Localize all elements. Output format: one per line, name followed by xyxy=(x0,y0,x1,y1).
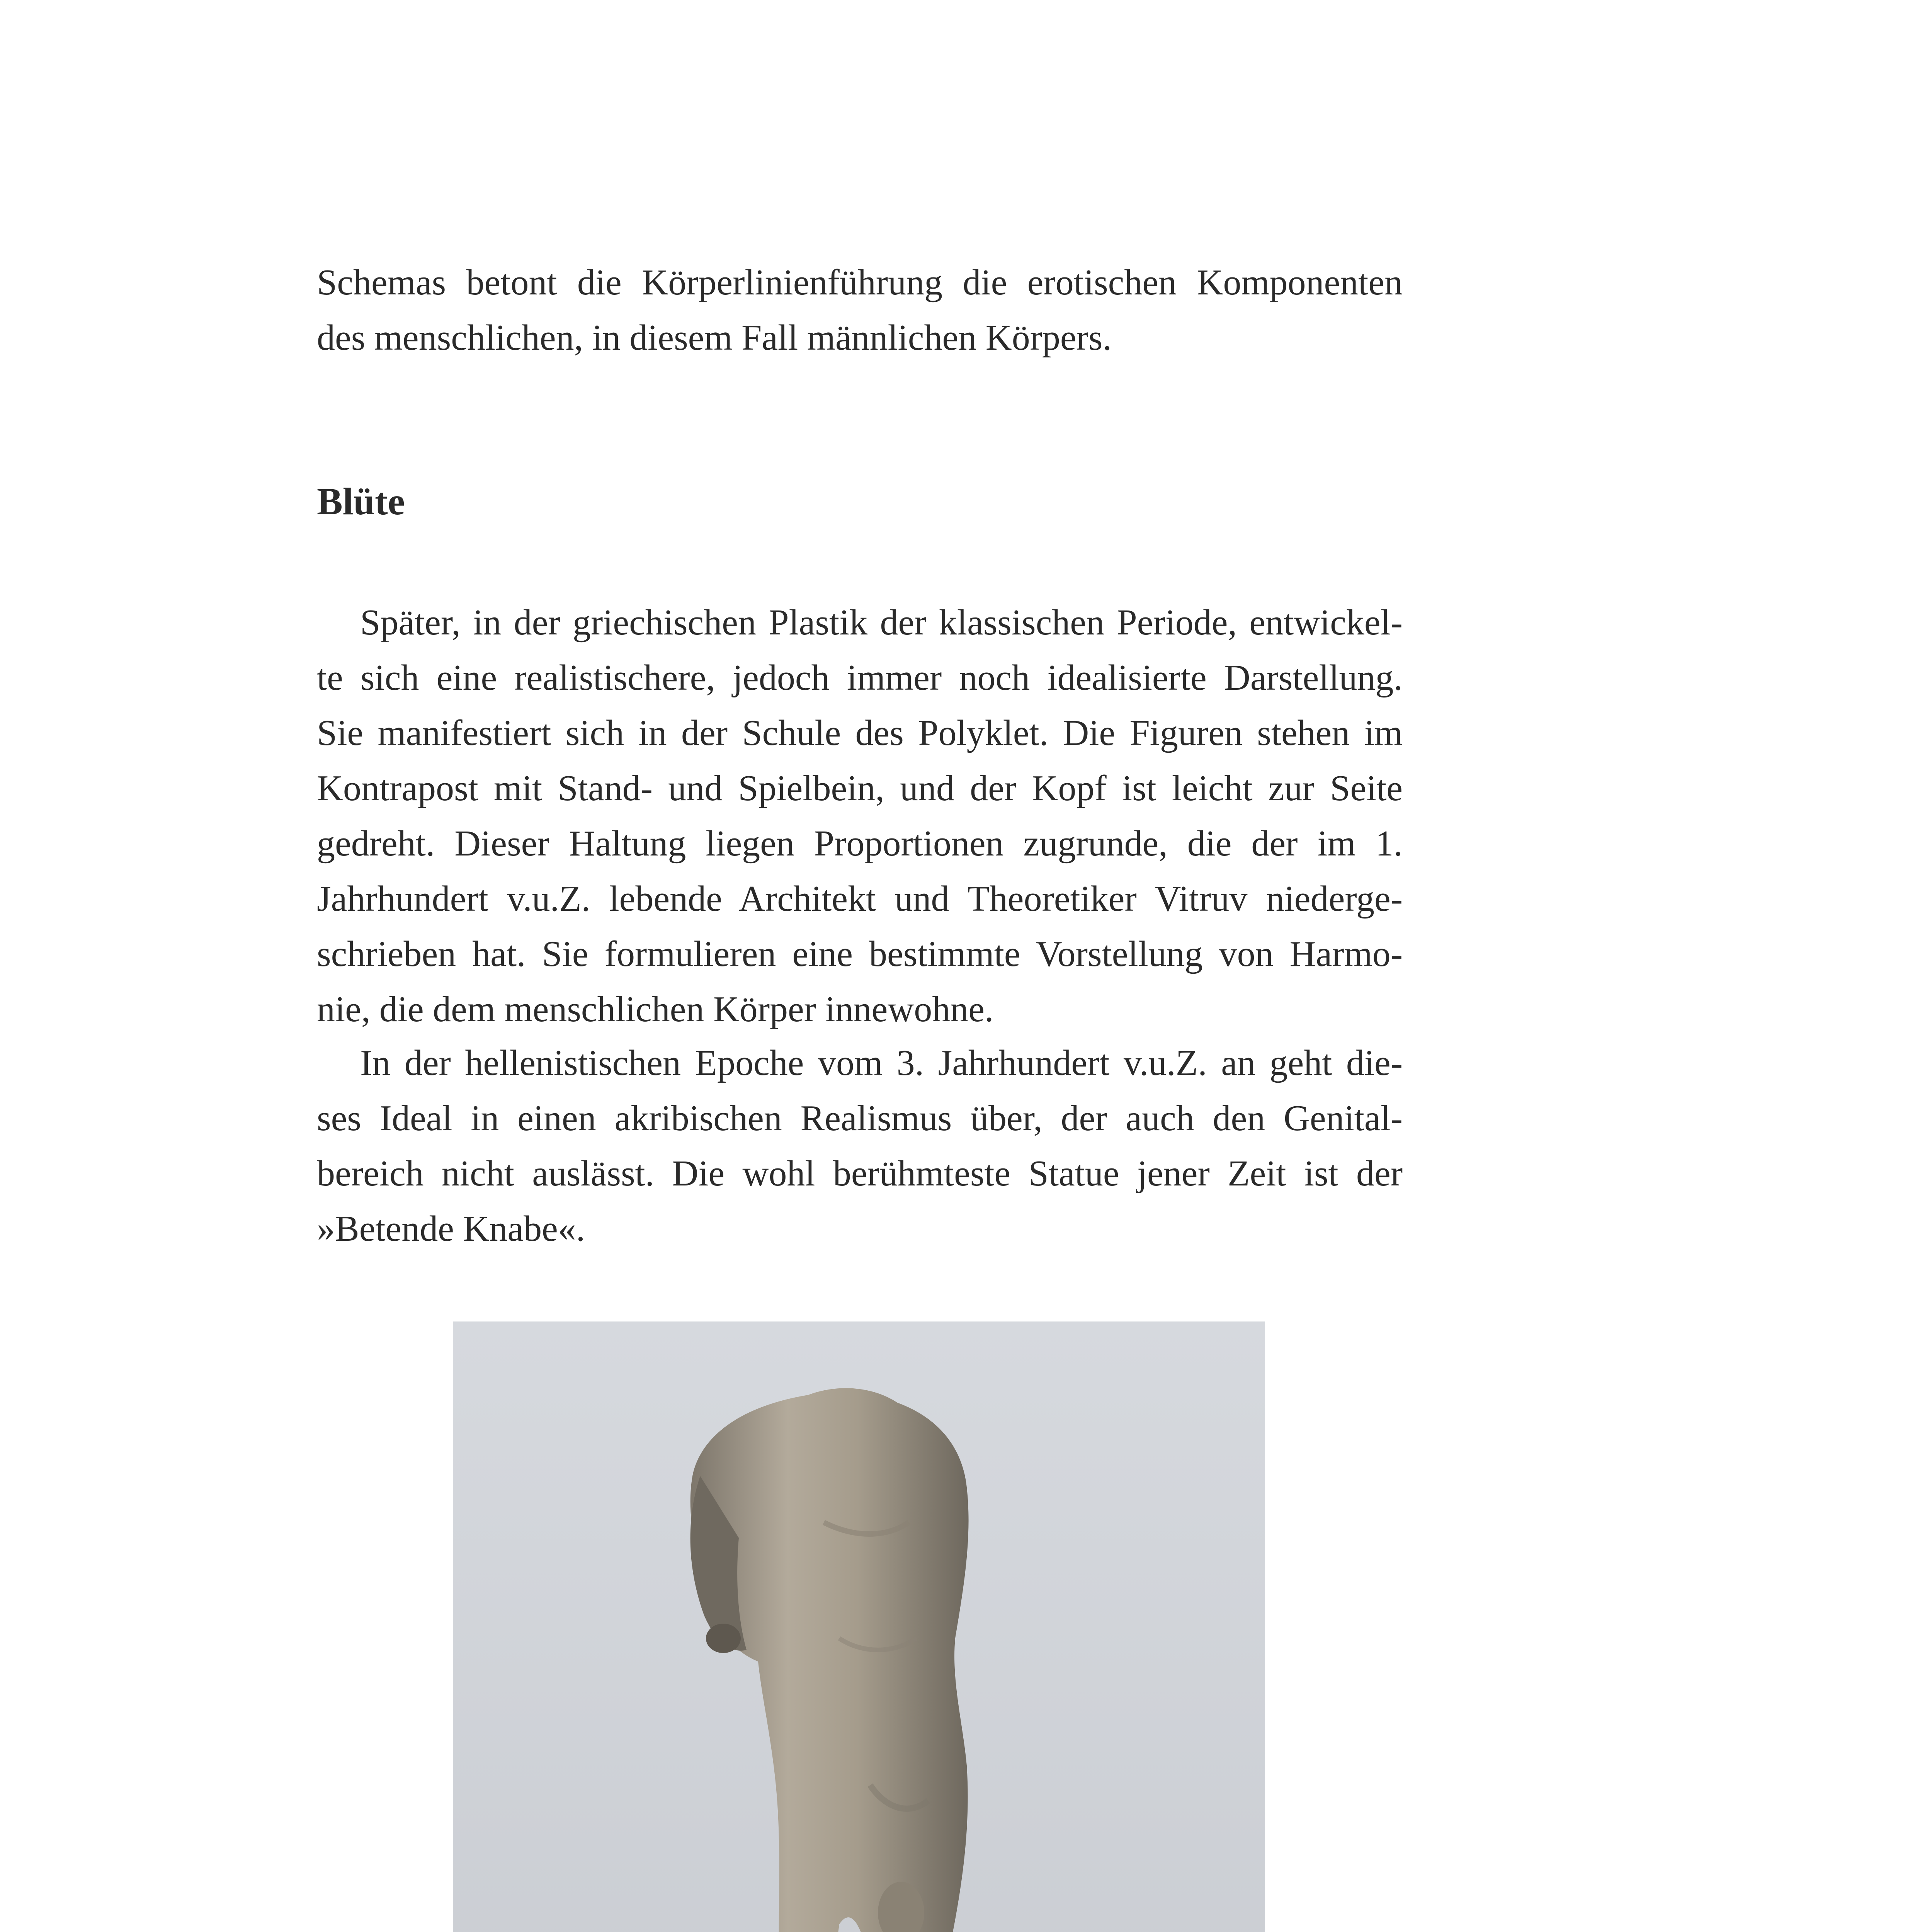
text-line: »Betende Knabe«. xyxy=(317,1209,585,1249)
torso-sculpture-illustration xyxy=(453,1321,1265,1932)
text-line: Jahrhundert v.u.Z. lebende Architekt und Theoretiker Vitruv niederge- xyxy=(317,879,1403,919)
torso-photo xyxy=(453,1321,1265,1932)
section-heading: Blüte xyxy=(317,480,405,523)
text-line: Kontrapost mit Stand- und Spielbein, und der Kopf ist leicht zur Seite xyxy=(317,768,1403,808)
intro-text xyxy=(317,255,1403,366)
paragraph-2 xyxy=(317,1036,1403,1257)
paragraph-1 xyxy=(317,595,1403,1037)
text-line: In der hellenistischen Epoche vom 3. Jahrhundert v.u.Z. an geht die- xyxy=(360,1043,1403,1083)
text-line: Später, in der griechischen Plastik der klassischen Periode, entwickel- xyxy=(360,602,1403,643)
text-line: nie, die dem menschlichen Körper innewohne. xyxy=(317,989,994,1029)
text-line: te sich eine realistischere, jedoch immer noch idealisierte Darstellung. xyxy=(317,658,1403,698)
text-line: schrieben hat. Sie formulieren eine bestimmte Vorstellung von Harmo- xyxy=(317,934,1403,974)
text-line: Sie manifestiert sich in der Schule des Polyklet. Die Figuren stehen im xyxy=(317,713,1403,753)
text-line: ses Ideal in einen akribischen Realismus über, der auch den Genital- xyxy=(317,1098,1403,1138)
text-line: gedreht. Dieser Haltung liegen Proportionen zugrunde, die der im 1. xyxy=(317,823,1403,864)
text-line: Schemas betont die Körperlinienführung die erotischen Komponenten xyxy=(317,262,1403,303)
text-line: bereich nicht auslässt. Die wohl berühmteste Statue jener Zeit ist der xyxy=(317,1153,1403,1194)
text-line: des menschlichen, in diesem Fall männlichen Körpers. xyxy=(317,318,1112,358)
